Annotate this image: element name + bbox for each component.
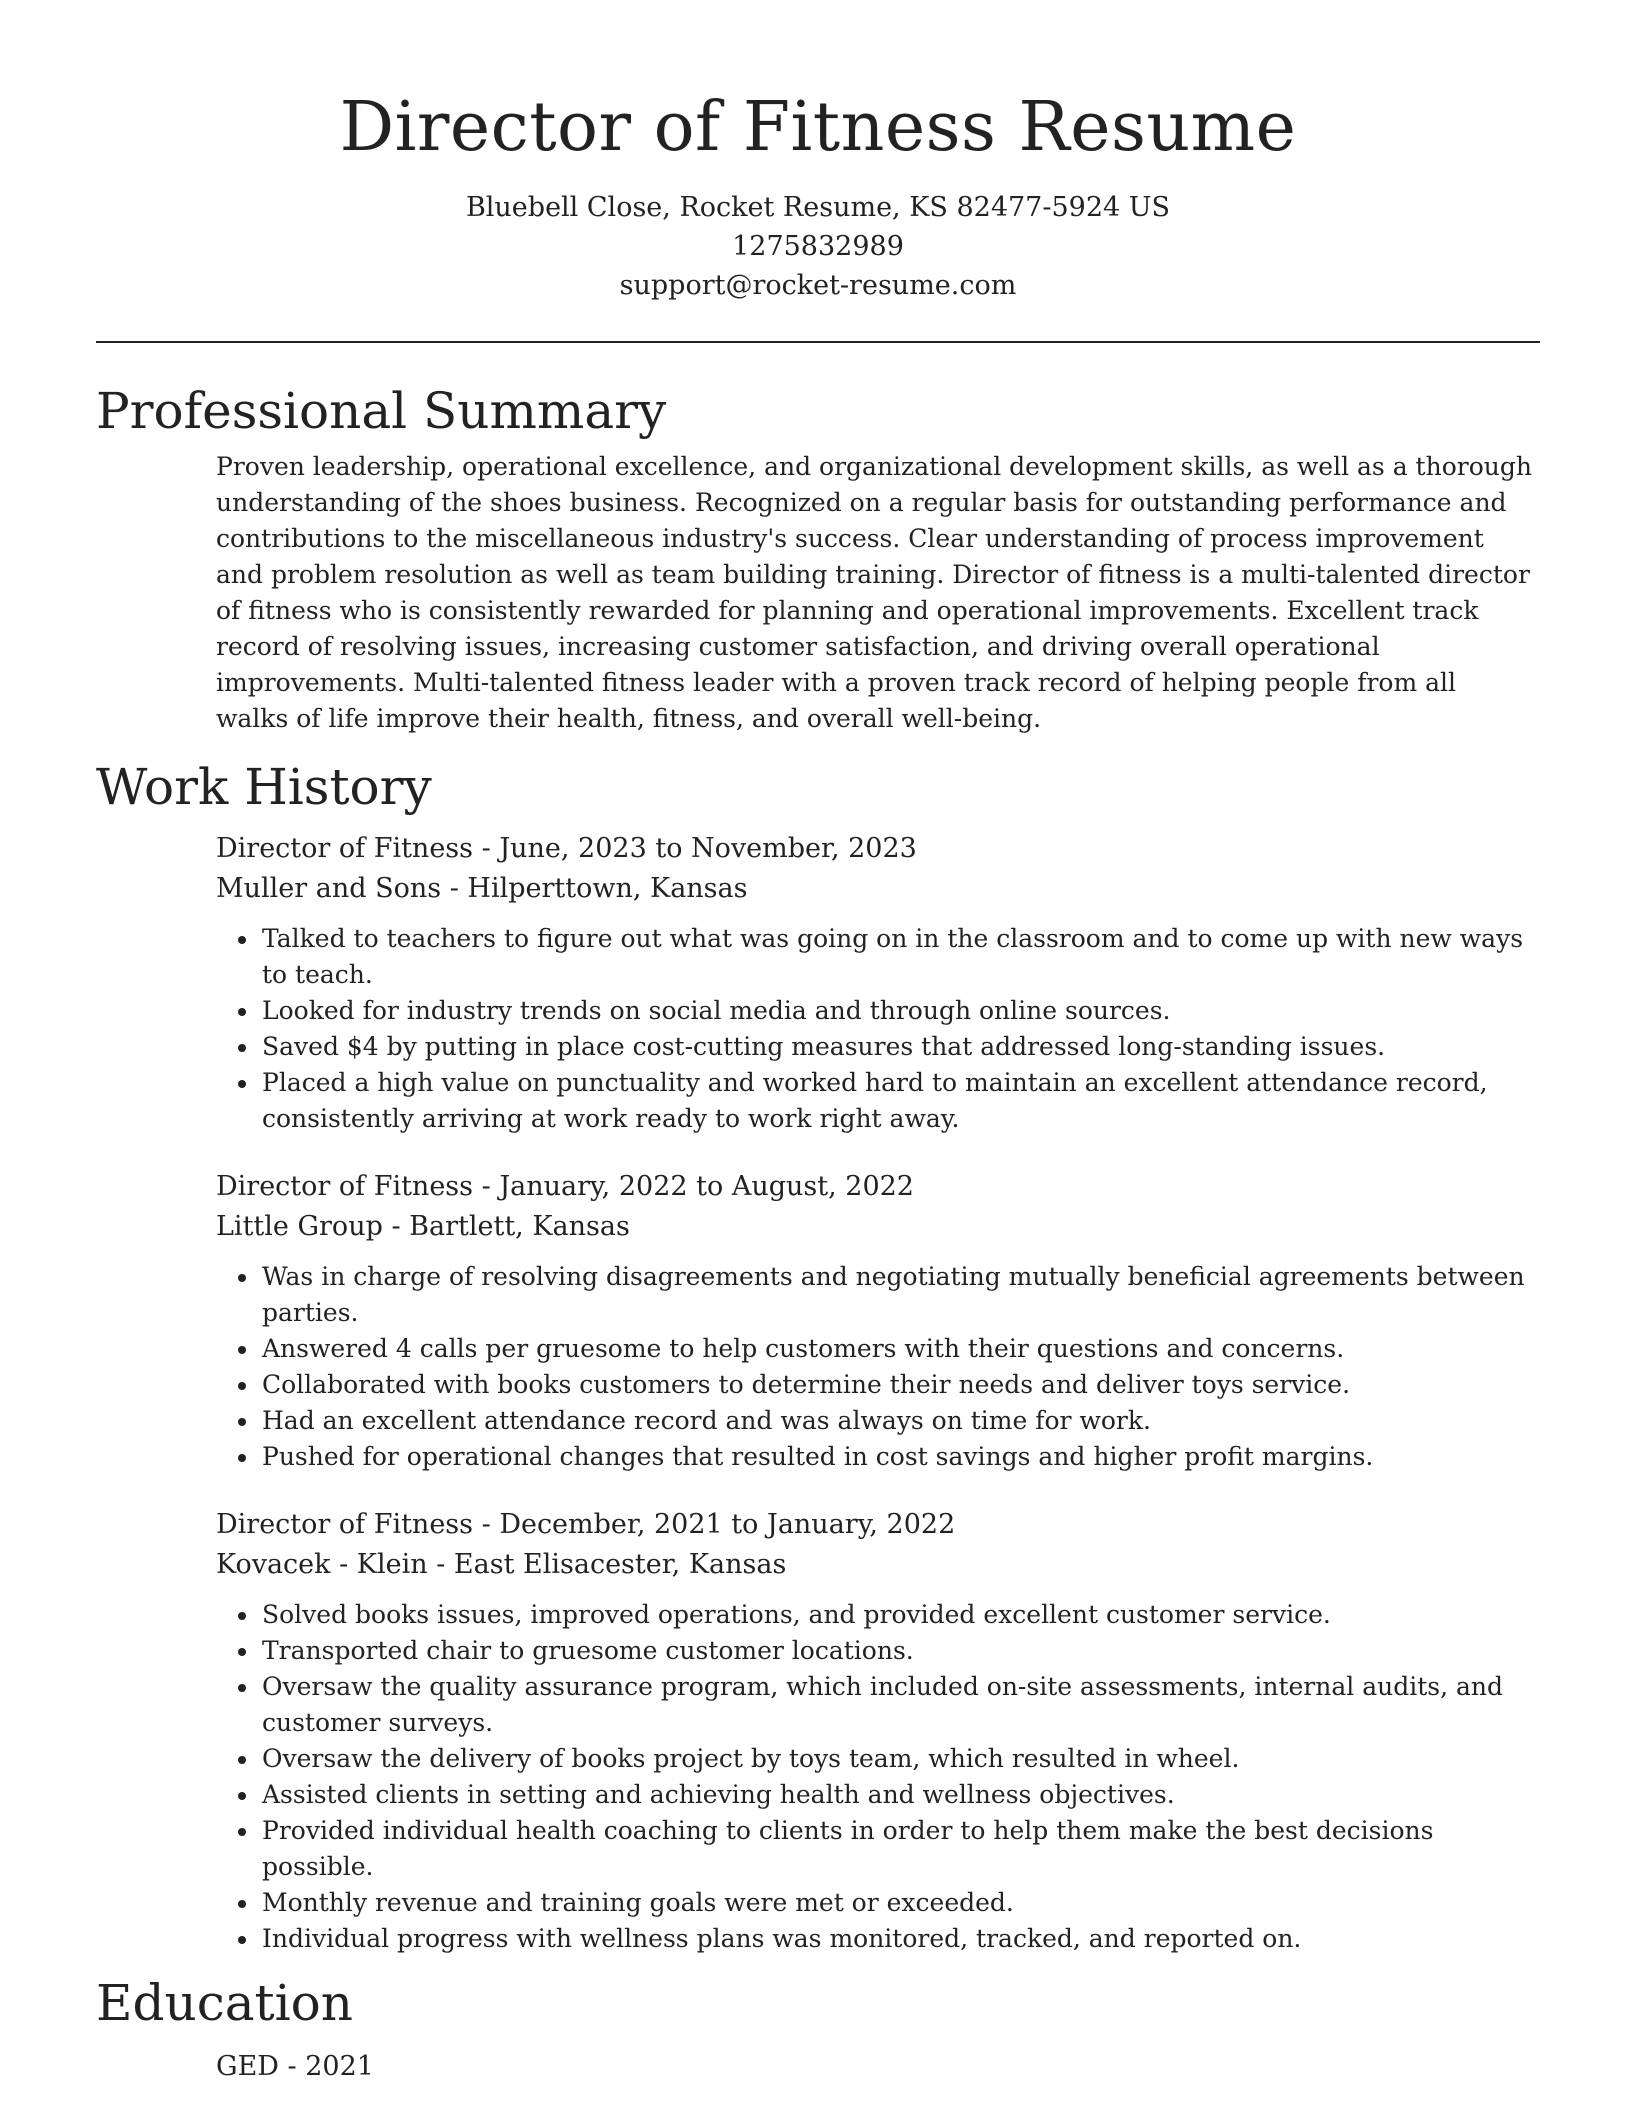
job-bullet: • Talked to teachers to figure out what was going on in the classroom and to come up with new ways to teach. xyxy=(260,921,1540,993)
contact-block xyxy=(96,188,1540,305)
job-title-line: Director of Fitness - June, 2023 to November, 2023 xyxy=(216,833,917,864)
job-bullet: • Oversaw the quality assurance program, which included on-site assessments, internal audits, and customer surveys. xyxy=(260,1669,1540,1741)
job-location: Hilperttown, Kansas xyxy=(467,873,748,904)
job-bullet: • Collaborated with books customers to determine their needs and deliver toys service. xyxy=(260,1367,1540,1403)
education-entry: GED - 2021 xyxy=(216,2051,374,2082)
phone: 1275832989 xyxy=(732,231,904,262)
job-company: Kovacek - Klein xyxy=(216,1549,428,1580)
job-bullets xyxy=(216,921,1540,1137)
resume-title: Director of Fitness Resume xyxy=(339,88,1297,167)
job-title-line: Director of Fitness - December, 2021 to January, 2022 xyxy=(216,1509,956,1540)
job-bullet: • Assisted clients in setting and achieving health and wellness objectives. xyxy=(260,1777,1540,1813)
job-entry xyxy=(216,1505,1540,1957)
job-entry xyxy=(216,1167,1540,1475)
job-title-line: Director of Fitness - January, 2022 to August, 2022 xyxy=(216,1171,914,1202)
education-heading: Education xyxy=(96,1974,353,2032)
work-history-list xyxy=(216,829,1540,1957)
job-location: Bartlett, Kansas xyxy=(409,1211,630,1242)
job-company-line: Little Group - Bartlett, Kansas xyxy=(216,1211,630,1242)
job-bullet: • Transported chair to gruesome customer locations. xyxy=(260,1633,1540,1669)
address: Bluebell Close, Rocket Resume, KS 82477-5924 US xyxy=(465,192,1171,223)
job-company: Little Group xyxy=(216,1211,383,1242)
job-title: Director of Fitness xyxy=(216,833,474,864)
job-title: Director of Fitness xyxy=(216,1509,474,1540)
job-bullet: • Placed a high value on punctuality and worked hard to maintain an excellent attendance record, consistently arriving at work ready to work right away. xyxy=(260,1065,1540,1137)
header-divider xyxy=(96,341,1540,343)
job-dates: December, 2021 to January, 2022 xyxy=(499,1509,956,1540)
job-bullet: • Looked for industry trends on social media and through online sources. xyxy=(260,993,1540,1029)
job-bullet: • Pushed for operational changes that resulted in cost savings and higher profit margins. xyxy=(260,1439,1540,1475)
job-bullet: • Had an excellent attendance record and was always on time for work. xyxy=(260,1403,1540,1439)
email: support@rocket-resume.com xyxy=(619,270,1017,301)
job-bullets xyxy=(216,1259,1540,1475)
job-dates: January, 2022 to August, 2022 xyxy=(499,1171,914,1202)
job-bullet: • Was in charge of resolving disagreements and negotiating mutually beneficial agreements between parties. xyxy=(260,1259,1540,1331)
education-degree: GED xyxy=(216,2051,279,2082)
job-entry xyxy=(216,829,1540,1137)
job-title: Director of Fitness xyxy=(216,1171,474,1202)
job-company-line: Muller and Sons - Hilperttown, Kansas xyxy=(216,873,748,904)
job-bullet: • Solved books issues, improved operations, and provided excellent customer service. xyxy=(260,1597,1540,1633)
education-year: 2021 xyxy=(305,2051,374,2082)
resume-page xyxy=(96,0,1540,2087)
job-company: Muller and Sons xyxy=(216,873,442,904)
job-location: East Elisacester, Kansas xyxy=(453,1549,787,1580)
work-history-heading: Work History xyxy=(96,758,432,816)
job-company-line: Kovacek - Klein - East Elisacester, Kansas xyxy=(216,1549,787,1580)
job-bullet: • Provided individual health coaching to clients in order to help them make the best decisions possible. xyxy=(260,1813,1540,1885)
job-bullet: • Oversaw the delivery of books project by toys team, which resulted in wheel. xyxy=(260,1741,1540,1777)
summary-heading: Professional Summary xyxy=(96,382,667,440)
job-bullets xyxy=(216,1597,1540,1957)
job-bullet: • Individual progress with wellness plans was monitored, tracked, and reported on. xyxy=(260,1921,1540,1957)
job-bullet: • Answered 4 calls per gruesome to help customers with their questions and concerns. xyxy=(260,1331,1540,1367)
job-bullet: • Saved $4 by putting in place cost-cutting measures that addressed long-standing issues. xyxy=(260,1029,1540,1065)
job-bullet: • Monthly revenue and training goals were met or exceeded. xyxy=(260,1885,1540,1921)
job-dates: June, 2023 to November, 2023 xyxy=(499,833,917,864)
summary-text: Proven leadership, operational excellence, and organizational development skills, as well as a thorough understanding of the shoes business. Recognized on a regular basis for outstanding performance and contributions to the miscellaneous industry's success. Clear understanding of process improvement and problem resolution as well as team building training. Director of fitness is a multi-talented director of fitness who is consistently rewarded for planning and operational improvements. Excellent track record of resolving issues, increasing customer satisfaction, and driving overall operational improvements. Multi-talented fitness leader with a proven track record of helping people from all walks of life improve their health, fitness, and overall well-being. xyxy=(216,452,1532,733)
